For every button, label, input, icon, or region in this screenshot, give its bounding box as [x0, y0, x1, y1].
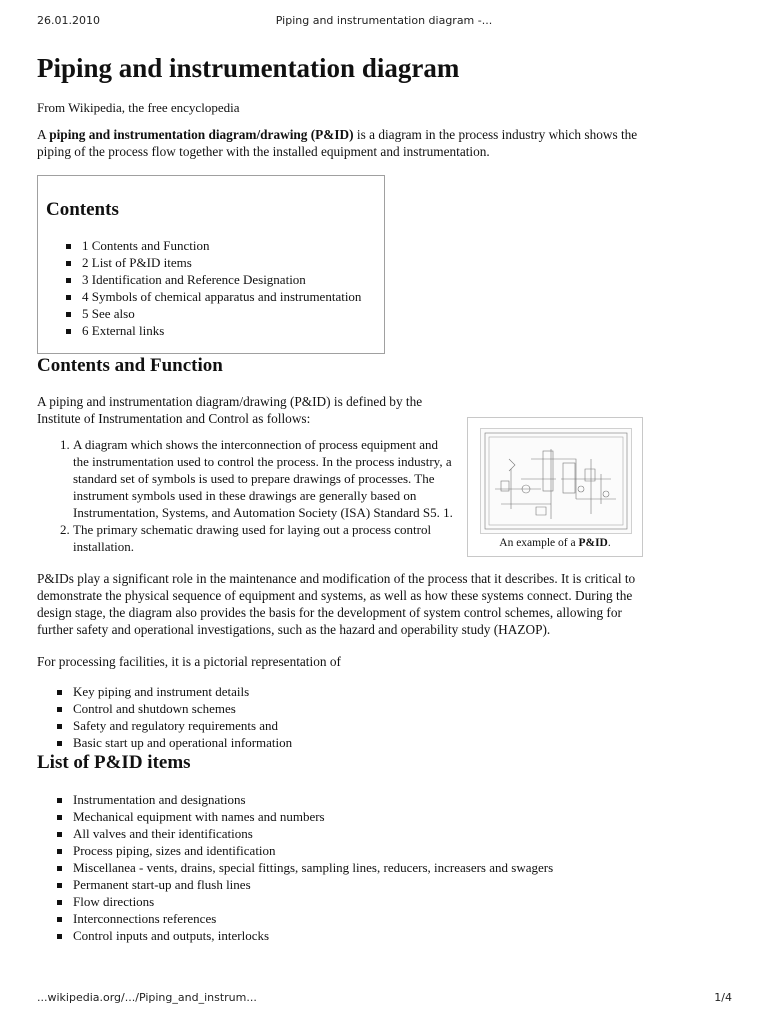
print-title: Piping and instrumentation diagram -... — [275, 14, 493, 27]
definition-intro: A piping and instrumentation diagram/drawing (P&ID) is defined by the Institute of Instrumentation and Control as follows: — [37, 394, 423, 426]
definition-item: 1. A diagram which shows the interconnection of process equipment and the instrumentation used to control the process. In the process industry, a standard set of symbols is used to prepare drawings of processes. The instrument symbols used in these drawings are generally based on Instrumentation, Systems, and Automation Society (ISA) Standard S5. 1. — [73, 436, 453, 521]
toc-item[interactable]: 6 External links — [46, 322, 384, 339]
pid-items-list — [37, 791, 647, 944]
section-heading-list-items: List of P&ID items — [37, 752, 191, 773]
list-item: Control and shutdown schemes — [37, 700, 647, 717]
list-item: Instrumentation and designations — [37, 791, 647, 808]
definition-item: 2. The primary schematic drawing used for laying out a process control installation. — [73, 521, 453, 555]
list-item: Process piping, sizes and identification — [37, 842, 647, 859]
section-heading-contents-function: Contents and Function — [37, 355, 223, 376]
intro-post: is a diagram in the process industry which shows the piping of the process flow together with the installed equipment and instrumentation. — [37, 127, 638, 159]
intro-paragraph — [37, 126, 647, 160]
list-item: Permanent start-up and flush lines — [37, 876, 647, 893]
toc-item[interactable]: 2 List of P&ID items — [46, 254, 384, 271]
list-item: Safety and regulatory requirements and — [37, 717, 647, 734]
toc-item[interactable]: 5 See also — [46, 305, 384, 322]
pid-diagram-thumbnail[interactable] — [480, 428, 632, 534]
list-item: Key piping and instrument details — [37, 683, 647, 700]
page-title: Piping and instrumentation diagram — [37, 53, 460, 83]
caption-link[interactable]: P&ID — [578, 537, 608, 549]
toc-title: Contents — [46, 199, 119, 220]
toc-item[interactable]: 3 Identification and Reference Designation — [46, 271, 384, 288]
pid-role-paragraph: P&IDs play a significant role in the maintenance and modification of the process that it describes. It is critical to demonstrate the physical sequence of equipment and systems, as well as how these systems connect. During the design stage, the diagram also provides the basis for the development of system control schemes, allowing for further safety and operational investigations, such as the hazard and operability study (HAZOP). — [37, 571, 636, 637]
list-item: Mechanical equipment with names and numbers — [37, 808, 647, 825]
pid-diagram-image — [481, 429, 631, 533]
definition-list — [37, 436, 453, 555]
pid-example-figure[interactable] — [467, 417, 643, 557]
list-item: All valves and their identifications — [37, 825, 647, 842]
source-line: From Wikipedia, the free encyclopedia — [37, 100, 240, 115]
article — [37, 52, 647, 944]
list-item: Miscellanea - vents, drains, special fittings, sampling lines, reducers, increasers and swagers — [37, 859, 647, 876]
toc-item[interactable]: 4 Symbols of chemical apparatus and instrumentation — [46, 288, 384, 305]
table-of-contents — [37, 175, 385, 354]
representation-list — [37, 683, 647, 751]
list-item: Interconnections references — [37, 910, 647, 927]
list-item: Control inputs and outputs, interlocks — [37, 927, 647, 944]
list-item: Basic start up and operational information — [37, 734, 647, 751]
intro-bold-term: piping and instrumentation diagram/drawing (P&ID) — [49, 127, 354, 142]
intro-pre: A — [37, 127, 50, 142]
toc-item[interactable]: 1 Contents and Function — [46, 237, 384, 254]
toc-list — [46, 237, 384, 339]
list-item: Flow directions — [37, 893, 647, 910]
figure-caption: An example of a P&ID. — [499, 537, 611, 549]
page-number: 1/4 — [714, 991, 732, 1004]
for-processing-paragraph: For processing facilities, it is a pictorial representation of — [37, 654, 341, 669]
print-date: 26.01.2010 — [37, 14, 100, 27]
print-url: ...wikipedia.org/.../Piping_and_instrum... — [37, 991, 257, 1004]
